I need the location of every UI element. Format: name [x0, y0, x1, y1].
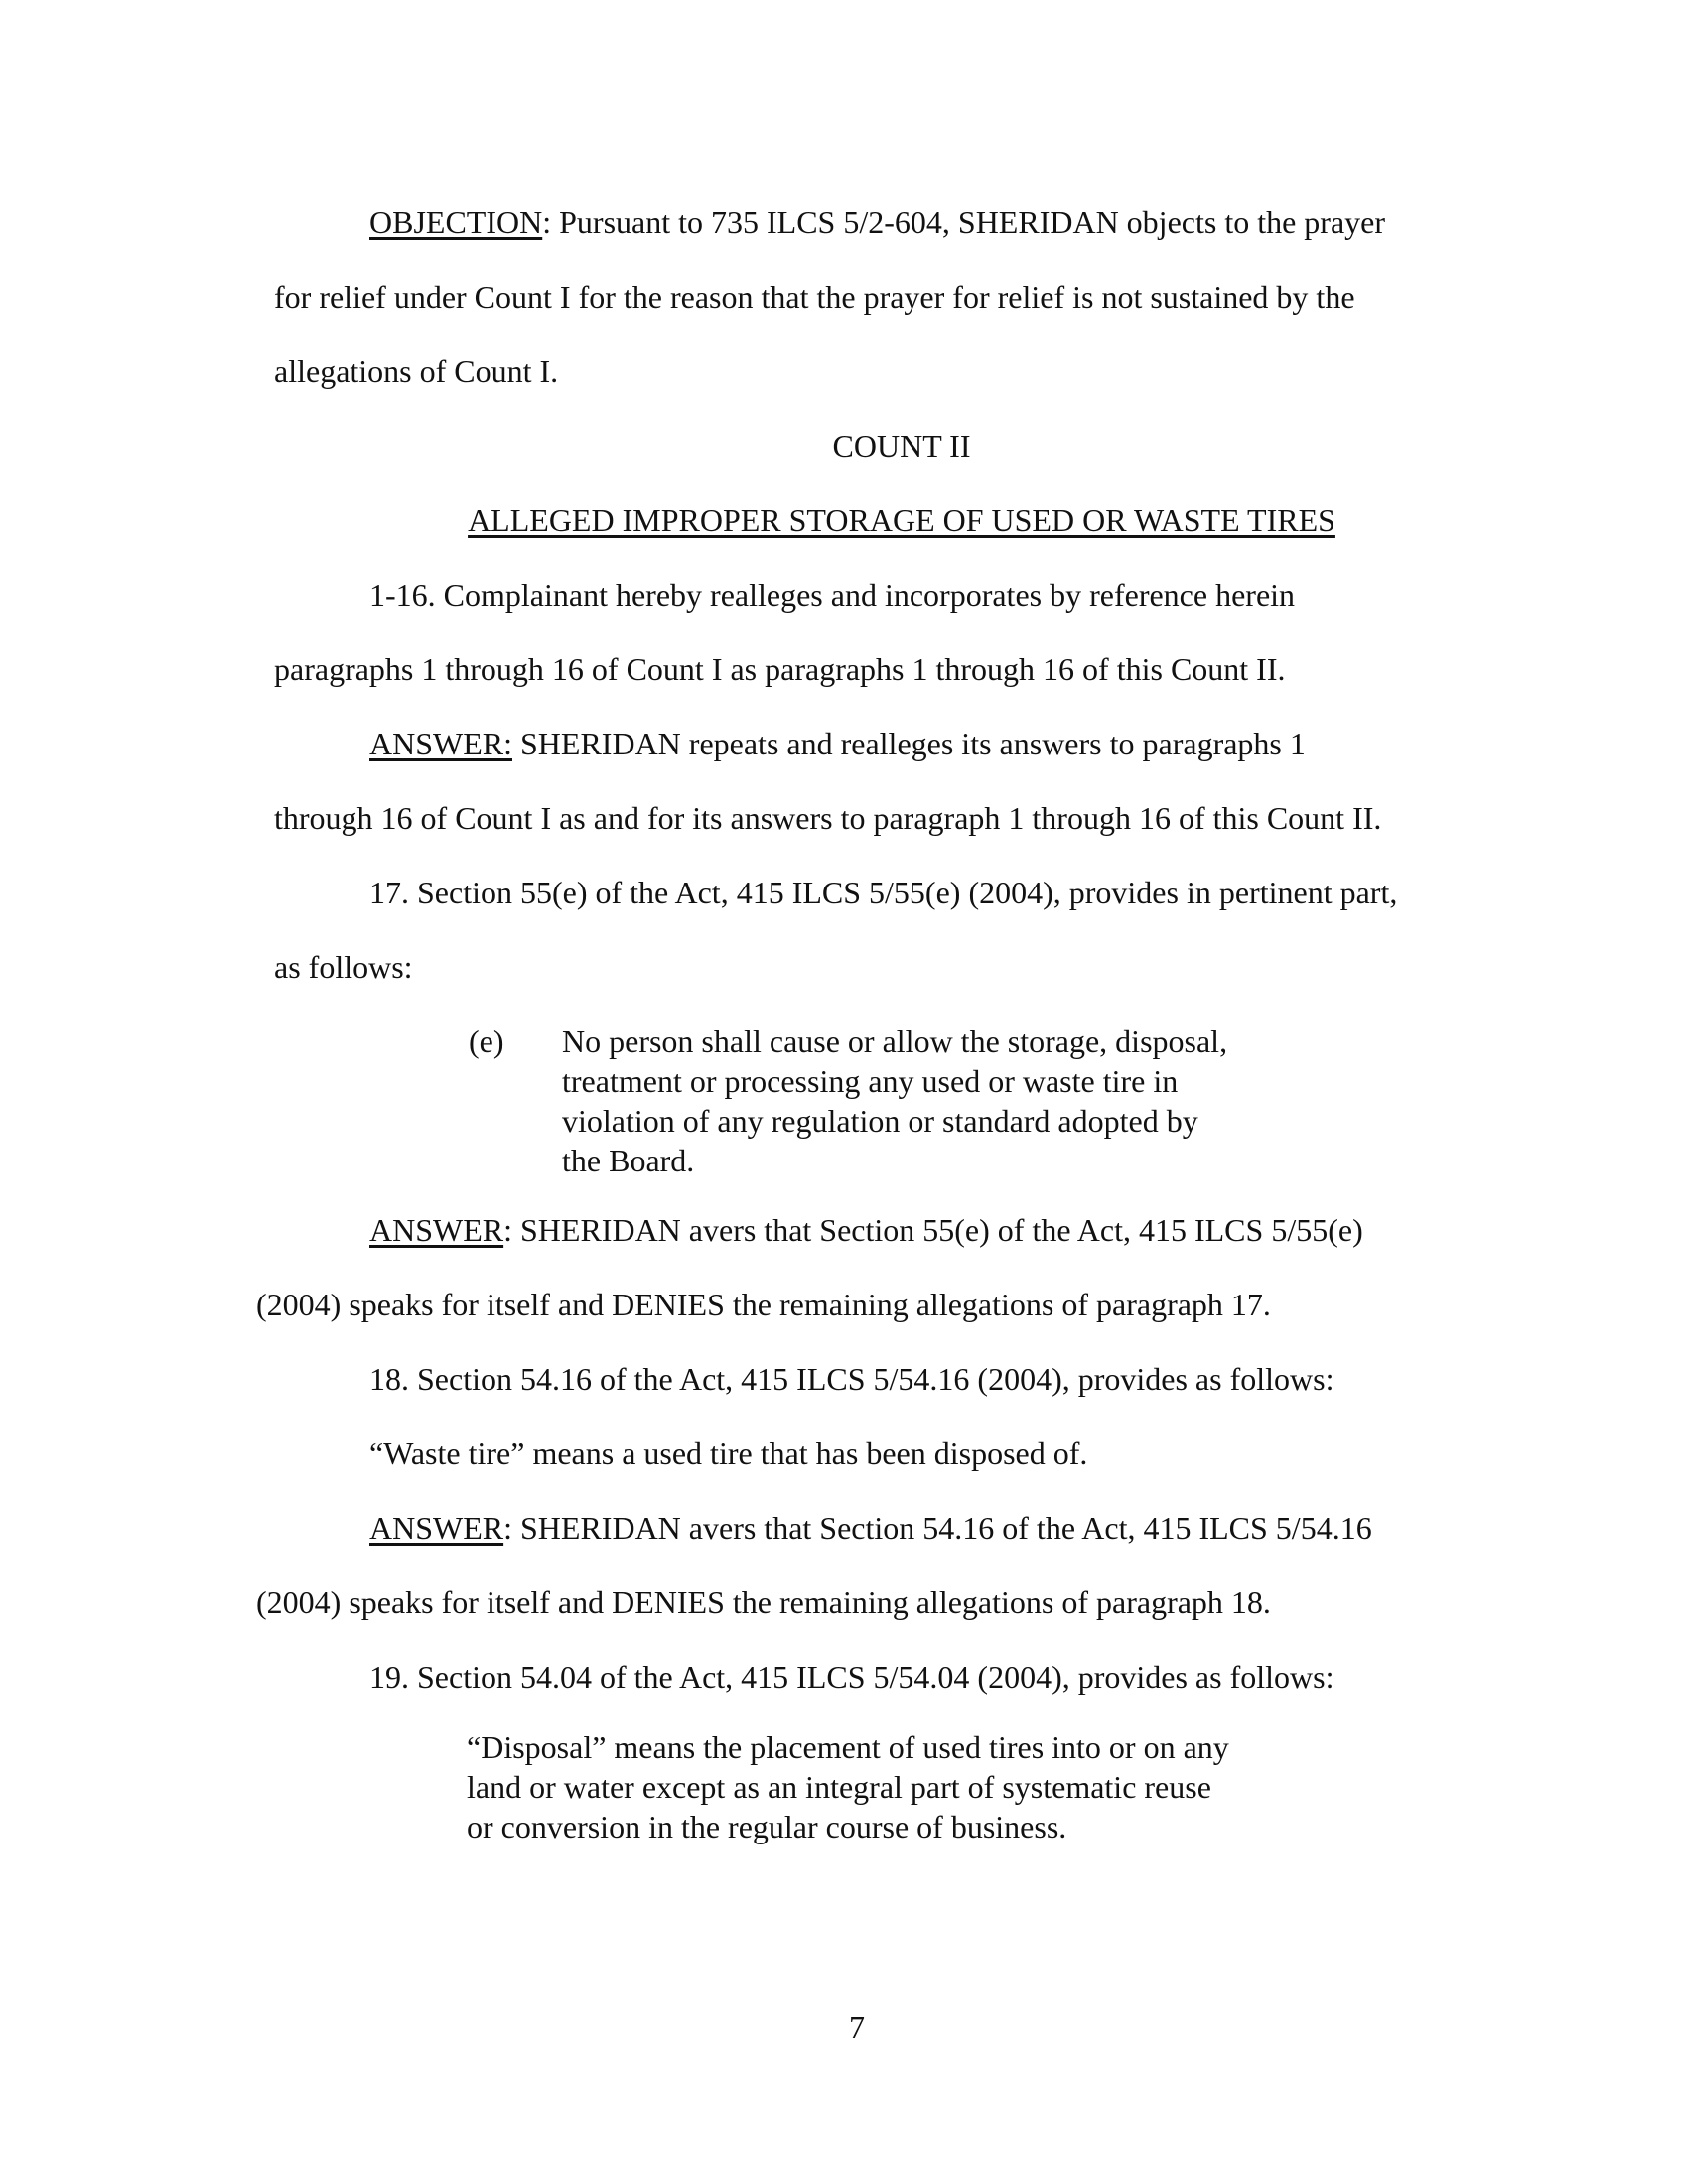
count-subheading-text: ALLEGED IMPROPER STORAGE OF USED OR WASTE TIRES — [468, 502, 1335, 538]
page-number: 7 — [849, 2009, 865, 2045]
para-18-line-2: “Waste tire” means a used tire that has been disposed of. — [369, 1435, 1088, 1471]
answer-label: ANSWER — [369, 1212, 504, 1248]
answer-label: ANSWER: — [369, 726, 512, 761]
para-17-quote-line-2: treatment or processing any used or waste tire in — [562, 1063, 1179, 1099]
para-19-quote-line-2: land or water except as an integral part of systematic reuse — [467, 1769, 1211, 1805]
objection-line-2: for relief under Count I for the reason that the prayer for relief is not sustained by the — [274, 279, 1355, 315]
para-17-quote-line-4: the Board. — [562, 1143, 695, 1178]
para-17-line-1: 17. Section 55(e) of the Act, 415 ILCS 5/55(e) (2004), provides in pertinent part, — [369, 875, 1398, 910]
answer-18-text: : SHERIDAN avers that Section 54.16 of the Act, 415 ILCS 5/54.16 — [503, 1510, 1372, 1546]
para-19-quote-line-1: “Disposal” means the placement of used tires into or on any — [467, 1729, 1229, 1765]
para-17-quote-line-3: violation of any regulation or standard adopted by — [562, 1103, 1198, 1139]
answer-17-line-1 — [369, 1210, 1363, 1250]
para-1-16-line-2: paragraphs 1 through 16 of Count I as paragraphs 1 through 16 of this Count II. — [274, 651, 1286, 687]
para-17-quote-marker: (e) — [469, 1024, 504, 1059]
answer-18-line-1 — [369, 1508, 1372, 1548]
para-1-16-line-1: 1-16. Complainant hereby realleges and incorporates by reference herein — [369, 577, 1296, 613]
answer-17-text: : SHERIDAN avers that Section 55(e) of the Act, 415 ILCS 5/55(e) — [503, 1212, 1363, 1248]
answer-label: ANSWER — [369, 1510, 504, 1546]
answer-18-line-2: (2004) speaks for itself and DENIES the remaining allegations of paragraph 18. — [256, 1584, 1271, 1620]
objection-label: OBJECTION — [369, 205, 543, 240]
objection-text: : Pursuant to 735 ILCS 5/2-604, SHERIDAN objects to the prayer — [542, 205, 1386, 240]
para-19-quote-line-3: or conversion in the regular course of business. — [467, 1809, 1067, 1844]
answer-1-16-line-1 — [369, 724, 1306, 763]
para-18-line-1: 18. Section 54.16 of the Act, 415 ILCS 5/54.16 (2004), provides as follows: — [369, 1361, 1334, 1397]
count-subheading — [0, 500, 1684, 540]
answer-1-16-line-2: through 16 of Count I as and for its answers to paragraph 1 through 16 of this Count II. — [274, 800, 1382, 836]
objection-line-1 — [369, 203, 1385, 242]
count-heading: COUNT II — [832, 428, 971, 464]
para-19-line-1: 19. Section 54.04 of the Act, 415 ILCS 5/54.04 (2004), provides as follows: — [369, 1659, 1334, 1695]
answer-1-16-text: SHERIDAN repeats and realleges its answers to paragraphs 1 — [512, 726, 1306, 761]
para-17-quote-line-1: No person shall cause or allow the storage, disposal, — [562, 1024, 1228, 1059]
objection-line-3: allegations of Count I. — [274, 353, 559, 389]
answer-17-line-2: (2004) speaks for itself and DENIES the remaining allegations of paragraph 17. — [256, 1287, 1271, 1322]
para-17-line-2: as follows: — [274, 949, 413, 985]
